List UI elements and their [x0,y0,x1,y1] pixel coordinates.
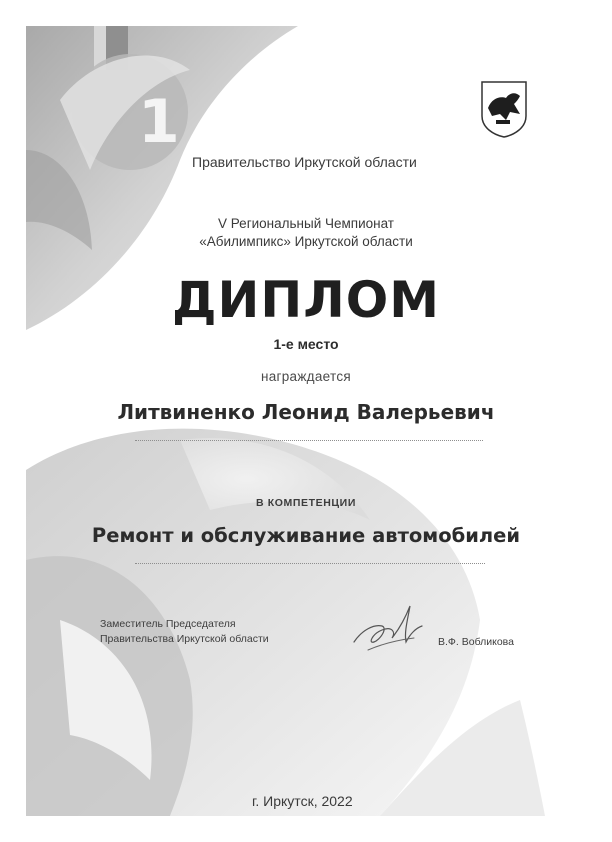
place-award: 1-е место [273,336,339,352]
medal-number: 1 [138,87,180,157]
signer-position-line-1: Заместитель Председателя [100,618,236,630]
name-underline [135,440,483,441]
championship-line-1: V Региональный Чемпионат [218,216,394,231]
signer-position-line-2: Правительства Иркутской области [100,633,269,645]
competency-underline [135,563,485,564]
diploma-title: ДИПЛОМ [171,271,440,329]
irkutsk-coat-of-arms-icon [480,80,528,138]
signer-name: В.Ф. Вобликова [438,636,514,648]
championship-title [0,215,612,251]
recipient-name: Литвиненко Леонид Валерьевич [117,400,495,424]
signer-position [100,617,269,647]
government-name: Правительство Иркутской области [192,154,417,170]
city-year: г. Иркутск, 2022 [252,793,353,809]
championship-line-2: «Абилимпикс» Иркутской области [199,234,413,249]
handwritten-signature [348,596,430,658]
competency-label: В КОМПЕТЕНЦИИ [256,497,356,509]
competency-name: Ремонт и обслуживание автомобилей [91,524,521,547]
awarded-label: награждается [260,369,352,384]
